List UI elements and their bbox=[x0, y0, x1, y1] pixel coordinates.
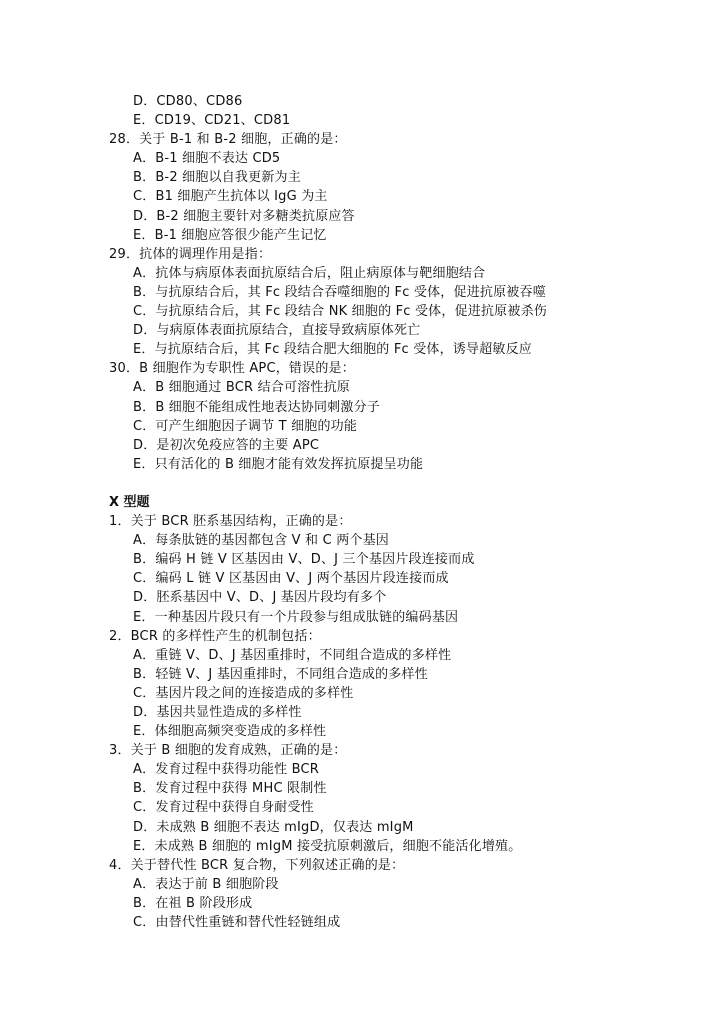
option-line: B．发育过程中获得 MHC 限制性 bbox=[133, 781, 327, 797]
option-line: E．与抗原结合后，其 Fc 段结合肥大细胞的 Fc 受体，诱导超敏反应 bbox=[133, 342, 532, 358]
blank-line bbox=[0, 474, 724, 493]
option-line: C．B1 细胞产生抗体以 IgG 为主 bbox=[133, 189, 328, 205]
document-page bbox=[0, 92, 724, 932]
option-line: D．是初次免疫应答的主要 APC bbox=[133, 437, 320, 453]
option-line: B．B-2 细胞以自我更新为主 bbox=[133, 170, 301, 186]
option-line: E．CD19、CD21、CD81 bbox=[133, 113, 291, 129]
question-stem: 30．B 细胞作为专职性 APC，错误的是： bbox=[109, 361, 355, 377]
option-line: D．B-2 细胞主要针对多糖类抗原应答 bbox=[133, 208, 355, 224]
option-line: E．一种基因片段只有一个片段参与组成肽链的编码基因 bbox=[133, 609, 459, 625]
question-stem: 2．BCR 的多样性产生的机制包括： bbox=[109, 628, 321, 644]
option-line: B．B 细胞不能组成性地表达协同刺激分子 bbox=[133, 399, 380, 415]
option-line: B．在祖 B 阶段形成 bbox=[133, 895, 253, 911]
option-line: E．只有活化的 B 细胞才能有效发挥抗原提呈功能 bbox=[133, 456, 424, 472]
option-line: D．胚系基因中 V、D、J 基因片段均有多个 bbox=[133, 590, 387, 606]
section-title: X 型题 bbox=[109, 494, 150, 510]
option-line: A．每条肽链的基因都包含 V 和 C 两个基因 bbox=[133, 533, 389, 549]
option-line: D．未成熟 B 细胞不表达 mIgD，仅表达 mIgM bbox=[133, 819, 414, 835]
question-stem: 28．关于 B-1 和 B-2 细胞，正确的是： bbox=[109, 132, 347, 148]
option-line: A．B 细胞通过 BCR 结合可溶性抗原 bbox=[133, 380, 351, 396]
option-line: E．B-1 细胞应答很少能产生记忆 bbox=[133, 227, 327, 243]
option-line: A．重链 V、D、J 基因重排时，不同组合造成的多样性 bbox=[133, 647, 452, 663]
option-line: A．表达于前 B 细胞阶段 bbox=[133, 876, 279, 892]
question-stem: 29．抗体的调理作用是指： bbox=[109, 246, 272, 262]
option-line: A．B-1 细胞不表达 CD5 bbox=[133, 151, 281, 167]
option-line: A．发育过程中获得功能性 BCR bbox=[133, 762, 320, 778]
question-stem: 1．关于 BCR 胚系基因结构，正确的是： bbox=[109, 514, 352, 530]
option-line: B．与抗原结合后，其 Fc 段结合吞噬细胞的 Fc 受体，促进抗原被吞噬 bbox=[133, 284, 546, 300]
option-line: B．轻链 V、J 基因重排时，不同组合造成的多样性 bbox=[133, 666, 428, 682]
option-line: C．基因片段之间的连接造成的多样性 bbox=[133, 685, 354, 701]
option-line: C．编码 L 链 V 区基因由 V、J 两个基因片段连接而成 bbox=[133, 571, 449, 587]
option-line: E．未成熟 B 细胞的 mIgM 接受抗原刺激后，细胞不能活化增殖。 bbox=[133, 838, 522, 854]
option-line: A．抗体与病原体表面抗原结合后，阻止病原体与靶细胞结合 bbox=[133, 265, 486, 281]
option-line: C．可产生细胞因子调节 T 细胞的功能 bbox=[133, 418, 358, 434]
question-stem: 4．关于替代性 BCR 复合物，下列叙述正确的是： bbox=[109, 857, 405, 873]
question-stem: 3．关于 B 细胞的发育成熟，正确的是： bbox=[109, 743, 347, 759]
option-line: C．发育过程中获得自身耐受性 bbox=[133, 800, 314, 816]
option-line: D．基因共显性造成的多样性 bbox=[133, 705, 302, 720]
option-line: D．CD80、CD86 bbox=[133, 94, 243, 109]
option-line: B．编码 H 链 V 区基因由 V、D、J 三个基因片段连接而成 bbox=[133, 552, 475, 568]
option-line: D．与病原体表面抗原结合，直接导致病原体死亡 bbox=[133, 323, 421, 339]
option-line: E．体细胞高频突变造成的多样性 bbox=[133, 724, 327, 740]
option-line: C．与抗原结合后，其 Fc 段结合 NK 细胞的 Fc 受体，促进抗原被杀伤 bbox=[133, 304, 547, 320]
option-line: C．由替代性重链和替代性轻链组成 bbox=[133, 915, 341, 931]
